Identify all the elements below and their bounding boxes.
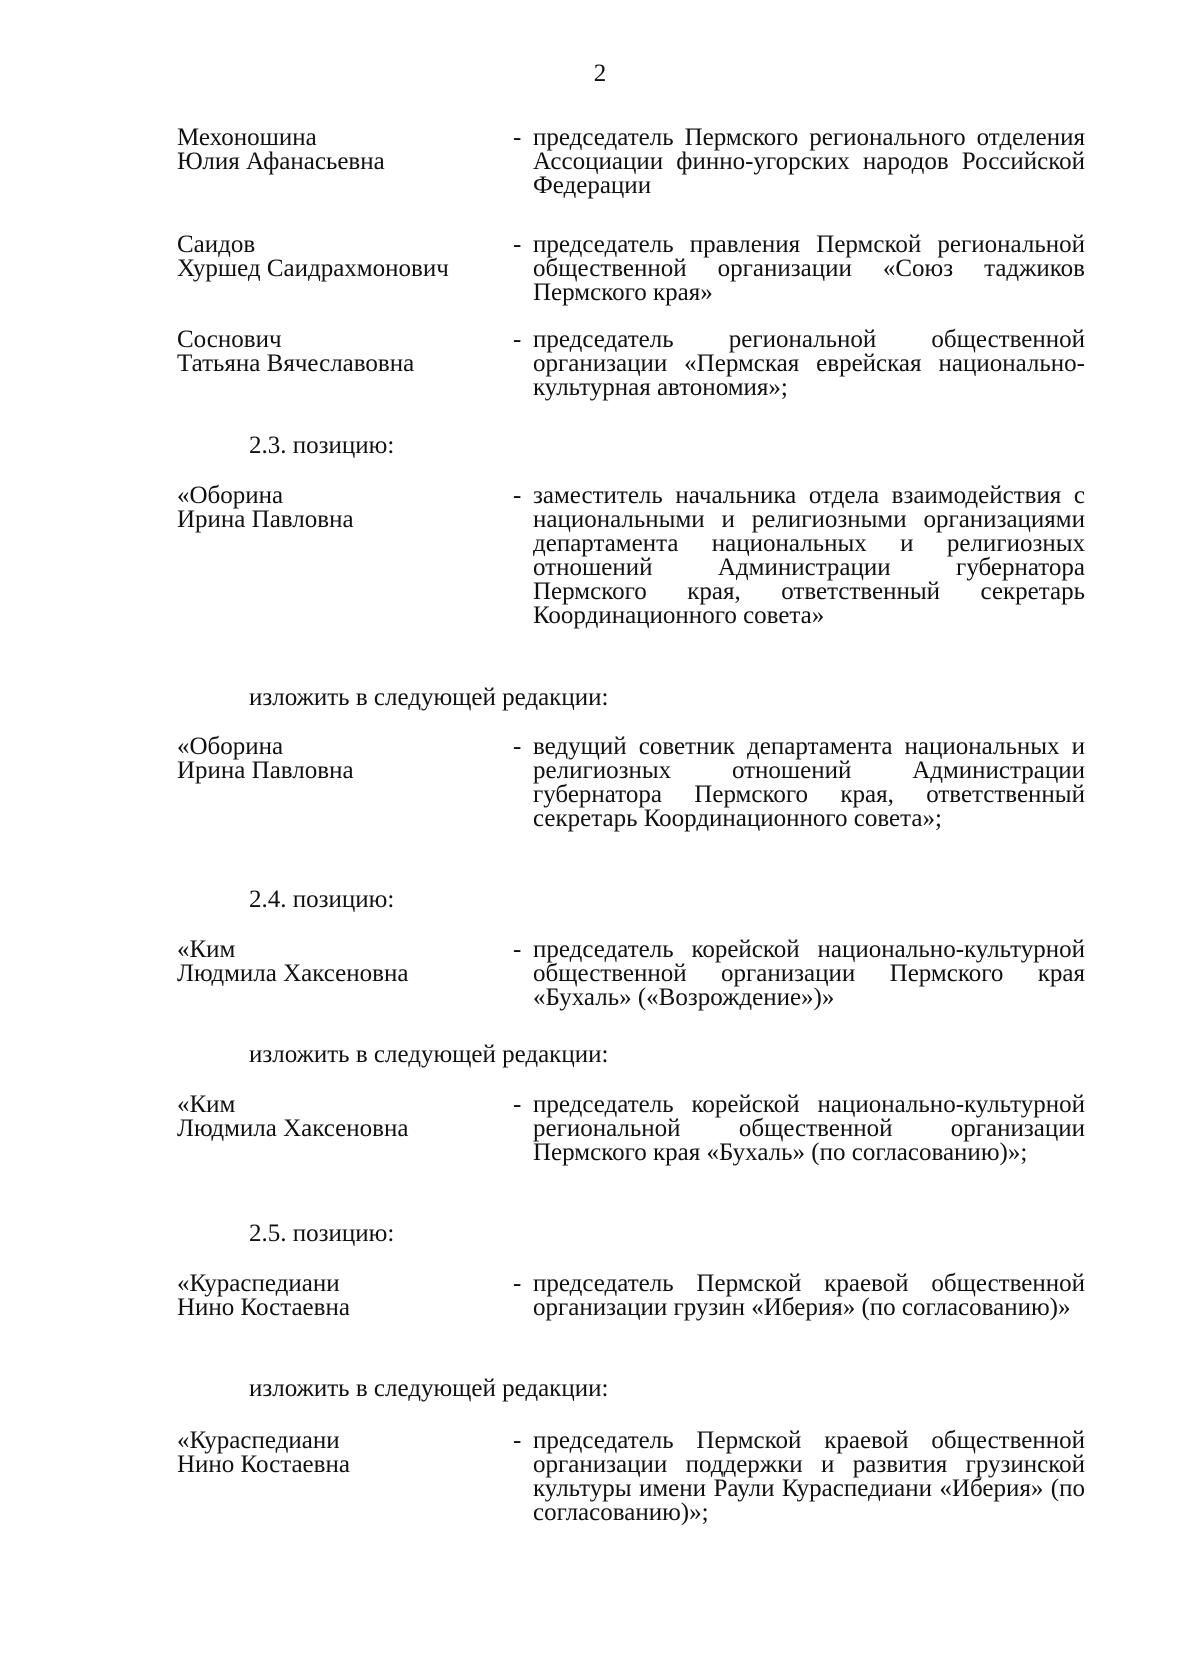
member-given-names: Людмила Хаксеновна [177,960,409,987]
member-role: председатель корейской национально-культурной общественной организации Пермского края «Бухаль» («Возрождение»)» [533,936,1085,1011]
member-name [177,126,507,174]
member-surname: «Оборина [177,482,284,509]
member-surname: «Кураспедиани [177,1270,340,1297]
section-heading: 2.4. позицию: [249,886,395,913]
member-given-names: Ирина Павловна [177,757,354,784]
section-heading: 2.5. позицию: [249,1220,395,1247]
member-given-names: Нино Костаевна [177,1451,350,1478]
member-role: председатель Пермской краевой общественной организации грузин «Иберия» (по согласованию)» [533,1270,1085,1321]
member-name [177,735,507,783]
member-role: ведущий советник департамента национальных и религиозных отношений Администрации губернатора Пермского края, ответственный секретарь Координационного совета»; [533,733,1085,832]
member-name [177,938,507,986]
member-role: председатель корейской национально-культурной региональной общественной организации Пермского края «Бухаль» (по согласованию)»; [533,1091,1085,1166]
member-name [177,484,507,532]
entry-dash: - [513,1427,522,1454]
entry-dash: - [513,326,522,353]
member-surname: Саидов [177,231,256,258]
section-heading: изложить в следующей редакции: [249,1375,609,1402]
member-surname: Мехоношина [177,124,317,151]
member-given-names: Татьяна Вячеславовна [177,350,415,377]
entry-dash: - [513,124,522,151]
member-role: председатель Пермского регионального отделения Ассоциации финно-угорских народов Российской Федерации [533,124,1085,199]
entry-dash: - [513,1270,522,1297]
entry-dash: - [513,733,522,760]
member-surname: «Ким [177,1091,236,1118]
section-heading: изложить в следующей редакции: [249,684,609,711]
section-heading: 2.3. позицию: [249,432,395,459]
entry-dash: - [513,1091,522,1118]
member-name [177,1429,507,1477]
member-surname: «Кураспедиани [177,1427,340,1454]
member-surname: Соснович [177,326,282,353]
member-name [177,233,507,281]
member-name [177,1272,507,1320]
member-role: председатель Пермской краевой общественной организации поддержки и развития грузинской культуры имени Раули Кураспедиани «Иберия» (по согласованию)»; [533,1427,1085,1526]
member-given-names: Ирина Павловна [177,506,354,533]
member-role: заместитель начальника отдела взаимодействия с национальными и религиозными организациями департамента национальных и религиозных отношений Администрации губернатора Пермского края, ответственный секретарь Координационного совета» [533,482,1085,629]
member-surname: «Оборина [177,733,284,760]
entry-dash: - [513,936,522,963]
page-number: 2 [593,60,607,87]
section-heading: изложить в следующей редакции: [249,1041,609,1068]
member-given-names: Людмила Хаксеновна [177,1115,409,1142]
member-given-names: Хуршед Саидрахмонович [177,255,449,282]
entry-dash: - [513,231,522,258]
member-name [177,1093,507,1141]
member-given-names: Юлия Афанасьевна [177,148,385,175]
member-given-names: Нино Костаевна [177,1294,350,1321]
member-name [177,328,507,376]
member-role: председатель региональной общественной организации «Пермская еврейская национально-культурная автономия»; [533,326,1085,401]
entry-dash: - [513,482,522,509]
member-surname: «Ким [177,936,236,963]
member-role: председатель правления Пермской региональной общественной организации «Союз таджиков Пермского края» [533,231,1085,306]
